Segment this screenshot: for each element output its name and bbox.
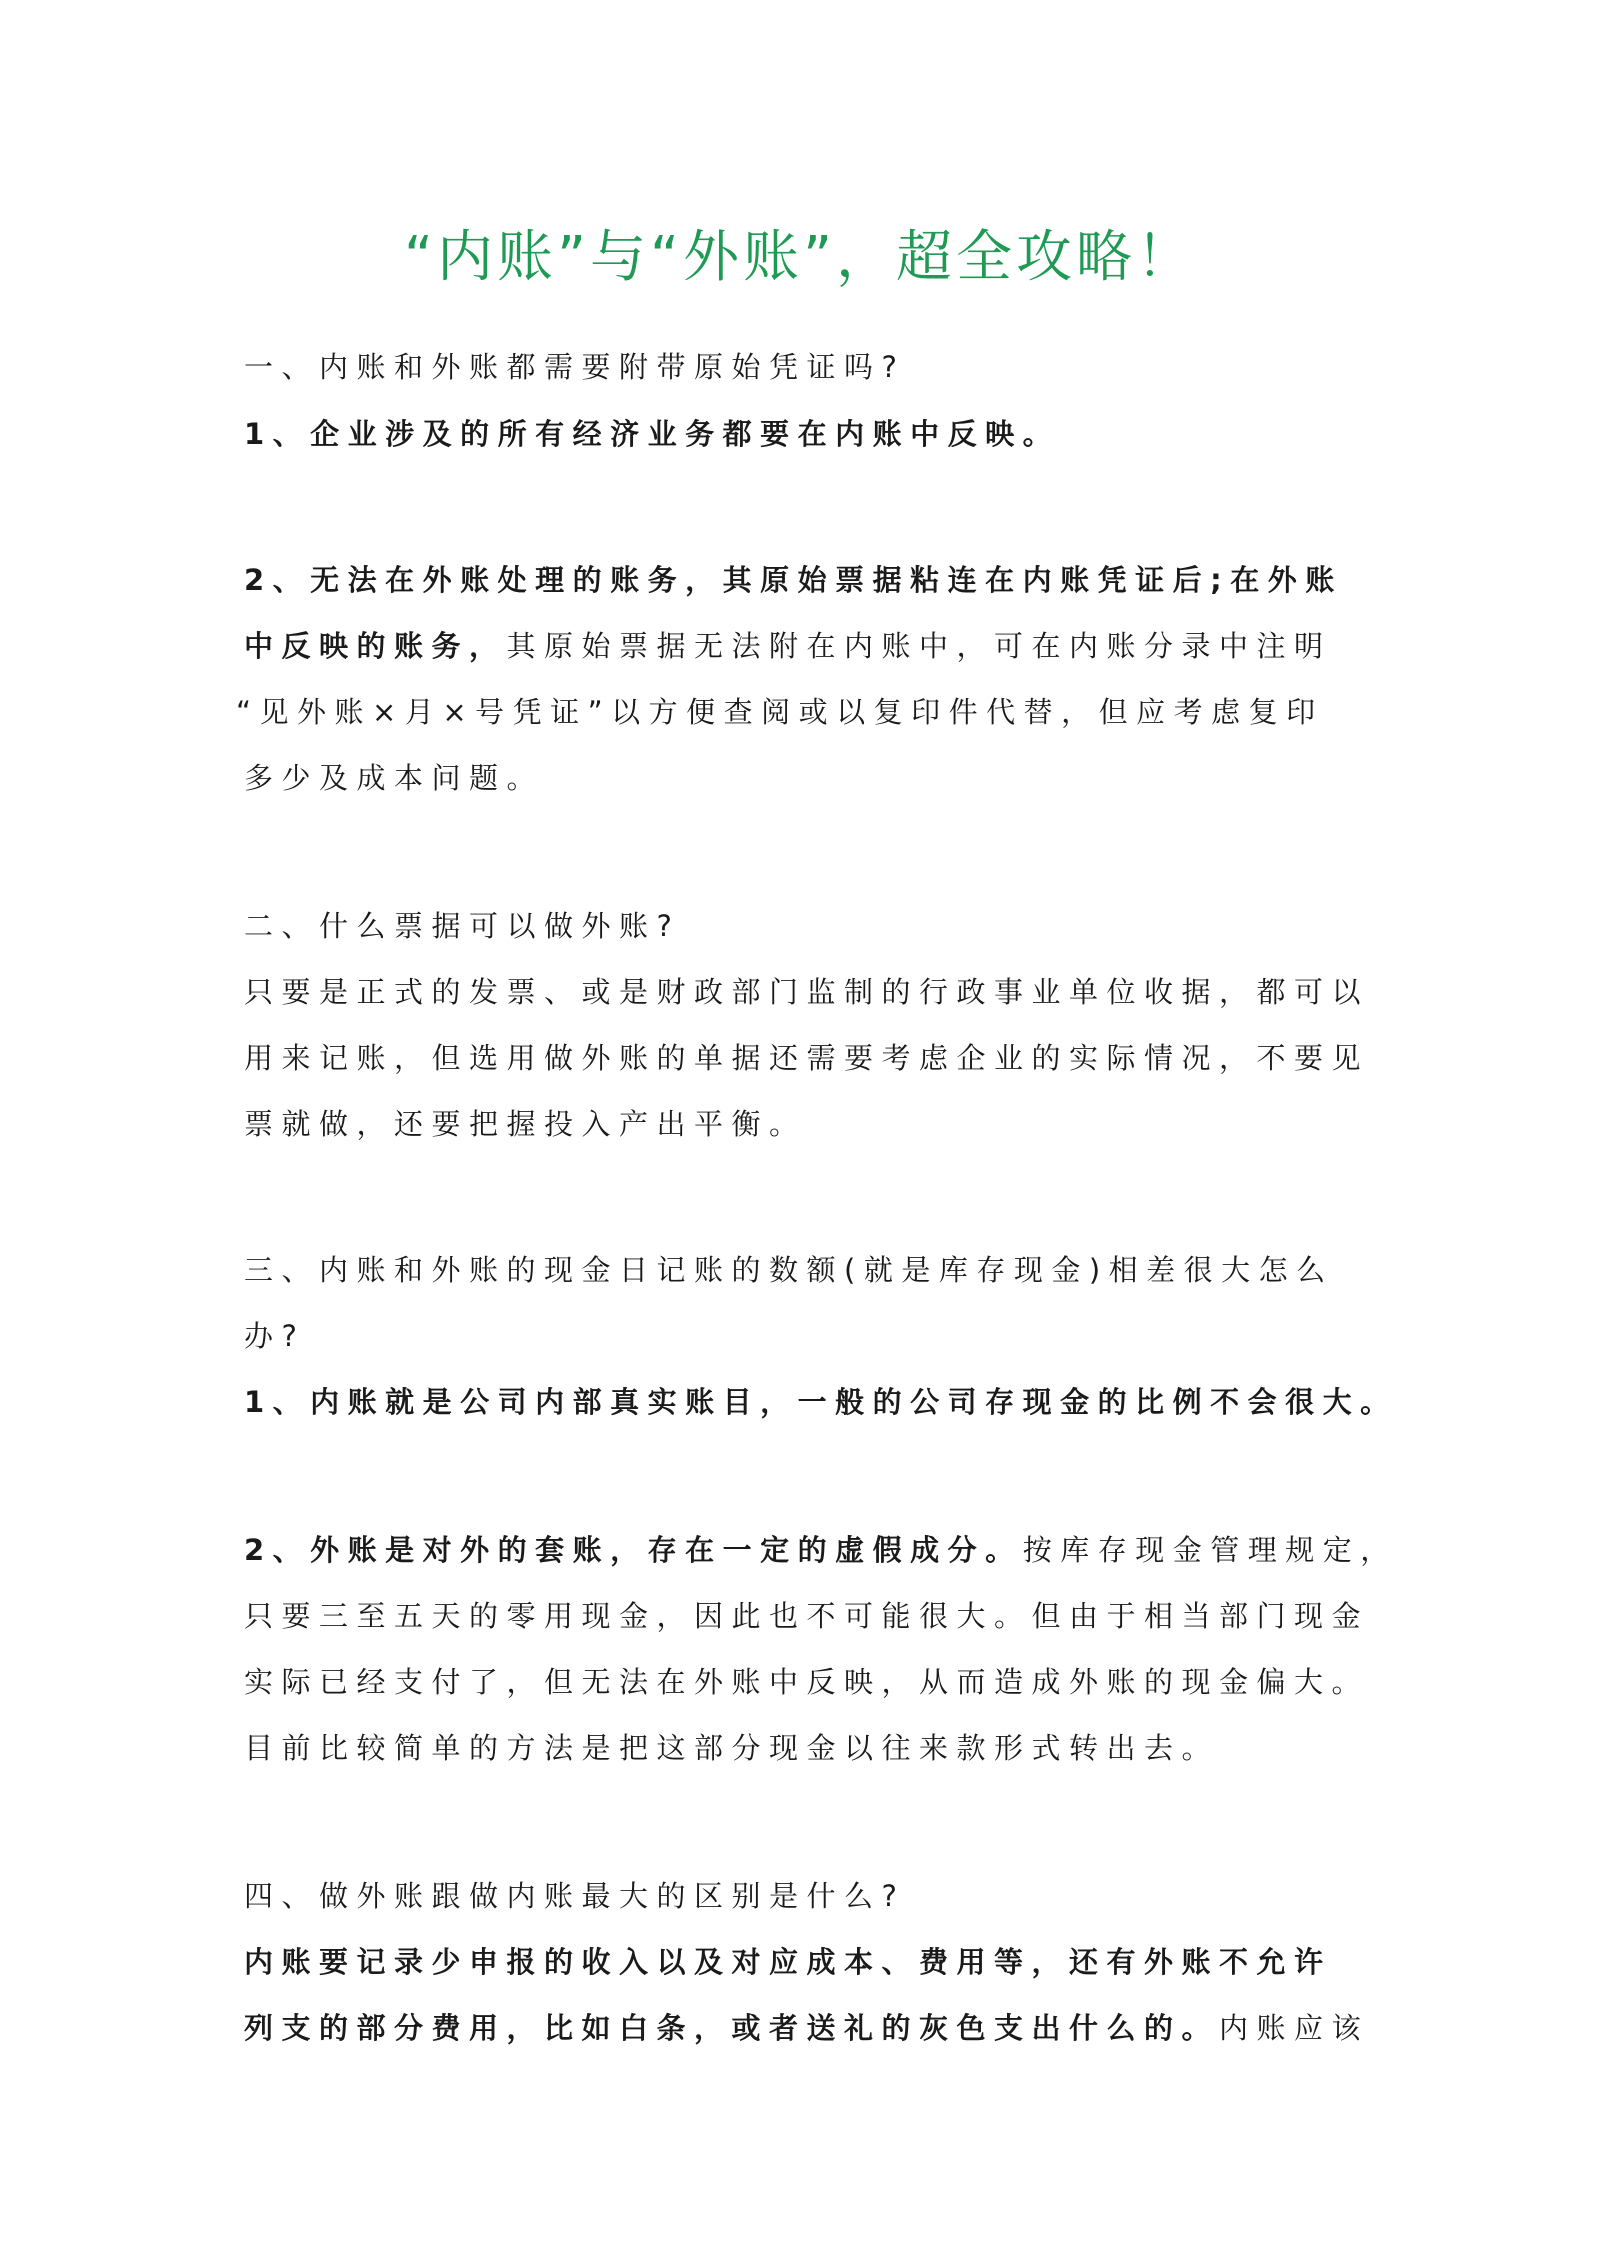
normal-text: 内账应该 — [1219, 2011, 1370, 2045]
paragraph-line-mixed — [244, 624, 1394, 668]
normal-text: 按库存现金管理规定， — [1022, 1533, 1398, 1567]
paragraph-line: 内账要记录少申报的收入以及对应成本、费用等，还有外账不允许 — [244, 1945, 1332, 1979]
paragraph-line-mixed — [244, 2006, 1394, 2050]
bold-text: 中反映的账务， — [244, 629, 507, 663]
paragraph-line: 1、企业涉及的所有经济业务都要在内账中反映。 — [244, 417, 1061, 451]
bold-text: 2、外账是对外的套账，存在一定的虚假成分。 — [244, 1533, 1023, 1567]
section-heading-1: 一、内账和外账都需要附带原始凭证吗? — [244, 350, 906, 384]
page-title: “内账”与“外账”，超全攻略！ — [403, 225, 1197, 290]
paragraph-line-mixed — [244, 1528, 1398, 1572]
paragraph-line: 实际已经支付了，但无法在外账中反映，从而造成外账的现金偏大。 — [244, 1665, 1370, 1699]
paragraph-line: 多少及成本问题。 — [244, 761, 545, 795]
bold-text: 列支的部分费用，比如白条，或者送礼的灰色支出什么的。 — [244, 2011, 1220, 2045]
normal-text: 其原始票据无法附在内账中，可在内账分录中注明 — [506, 629, 1332, 663]
section-heading-2: 二、什么票据可以做外账? — [244, 909, 681, 943]
section-heading-3: 三、内账和外账的现金日记账的数额(就是库存现金)相差很大怎么 — [244, 1253, 1334, 1287]
paragraph-line: “见外账×月×号凭证”以方便查阅或以复印件代替，但应考虑复印 — [236, 695, 1324, 729]
paragraph-line: 目前比较简单的方法是把这部分现金以往来款形式转出去。 — [244, 1731, 1220, 1765]
paragraph-line: 只要是正式的发票、或是财政部门监制的行政事业单位收据，都可以 — [244, 975, 1370, 1009]
paragraph-line: 票就做，还要把握投入产出平衡。 — [244, 1107, 807, 1141]
section-heading-3-cont: 办? — [244, 1319, 306, 1353]
paragraph-line: 用来记账，但选用做外账的单据还需要考虑企业的实际情况，不要见 — [244, 1041, 1370, 1075]
paragraph-line: 只要三至五天的零用现金，因此也不可能很大。但由于相当部门现金 — [244, 1599, 1370, 1633]
paragraph-line: 1、内账就是公司内部真实账目，一般的公司存现金的比例不会很大。 — [244, 1385, 1398, 1419]
section-heading-4: 四、做外账跟做内账最大的区别是什么? — [244, 1879, 906, 1913]
paragraph-line: 2、无法在外账处理的账务，其原始票据粘连在内账凭证后;在外账 — [244, 563, 1343, 597]
